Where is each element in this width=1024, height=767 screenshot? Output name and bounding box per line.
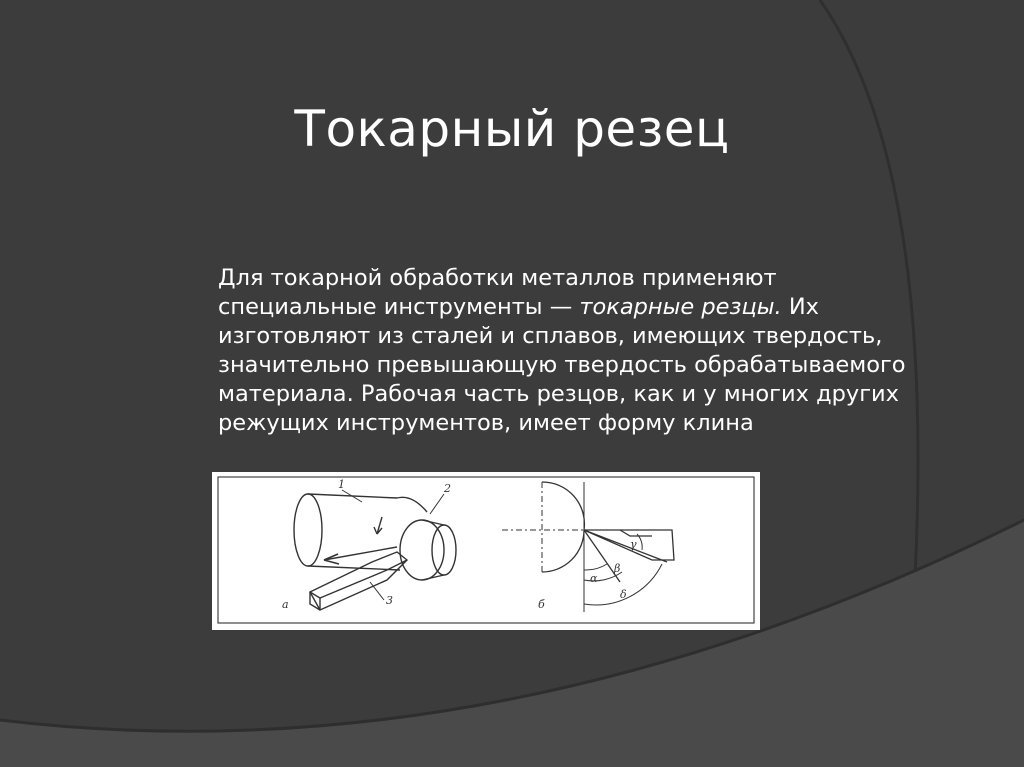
paragraph-line-2-start: специальные инструменты — — [218, 294, 580, 320]
workpiece-end — [294, 494, 322, 566]
paragraph-line-3: изготовляют из сталей и сплавов, имеющих твердость, — [218, 323, 883, 349]
label-2: 2 — [444, 482, 451, 495]
paragraph-line-4: значительно превышающую твердость обрабатываемого — [218, 352, 906, 378]
workpiece-section — [542, 482, 584, 572]
paragraph-line-2 — [218, 293, 1008, 322]
label-delta: δ — [620, 588, 627, 601]
label-alpha: α — [590, 572, 598, 585]
label-beta: β — [614, 562, 621, 575]
slide-paragraph — [218, 264, 1008, 438]
slide-title: Токарный резец — [294, 100, 730, 158]
paragraph-line-2-end: Их — [781, 294, 820, 320]
paragraph-emphasis: токарные резцы. — [579, 294, 782, 320]
figure-b-drawing — [502, 482, 674, 612]
paragraph-line-1: Для токарной обработки металлов применяют — [218, 265, 777, 291]
paragraph-line-5: материала. Рабочая часть резцов, как и у многих других — [218, 381, 899, 407]
label-3: 3 — [386, 594, 393, 607]
label-gamma: γ — [630, 538, 637, 551]
cutter-wedge — [584, 530, 674, 560]
label-b: б — [538, 598, 545, 611]
label-a: а — [282, 598, 289, 611]
figure-a-drawing — [294, 490, 456, 610]
label-1: 1 — [338, 478, 345, 491]
lathe-cutter-drawing — [212, 472, 760, 630]
feed-arrow — [324, 547, 397, 560]
paragraph-line-6: режущих инструментов, имеет форму клина — [218, 410, 754, 436]
lathe-cutter-figure — [212, 472, 760, 630]
